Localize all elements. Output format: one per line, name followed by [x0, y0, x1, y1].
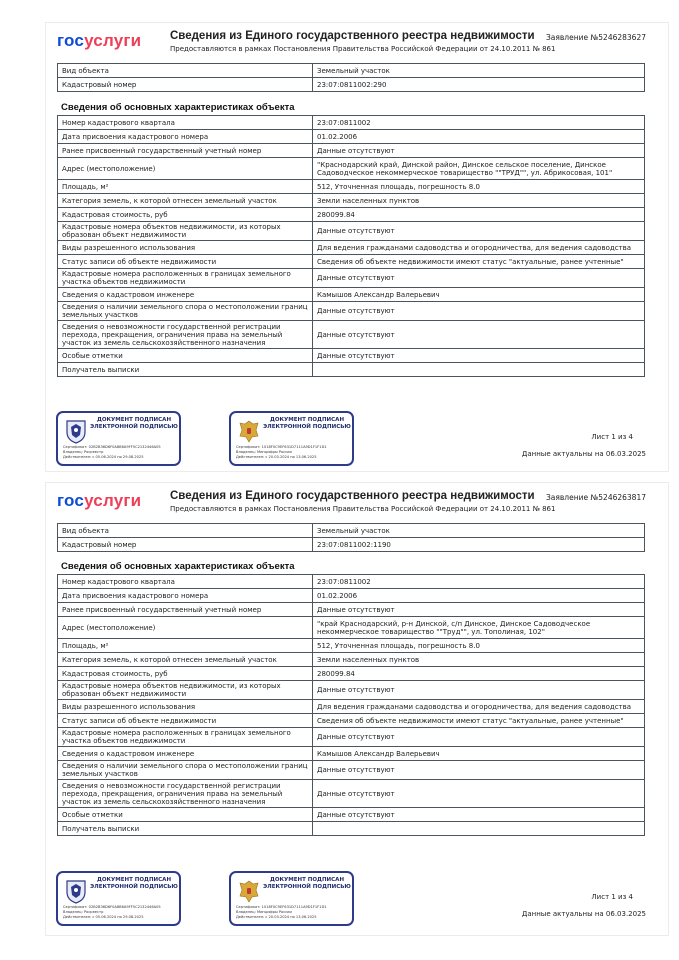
- signature-stamp-mintsifry: [229, 411, 354, 466]
- section-title: Сведения об основных характеристиках объекта: [61, 102, 295, 113]
- row-key: Категория земель, к которой отнесен земельный участок: [58, 194, 313, 208]
- stamp-owner: Владелец: Минцифры России: [236, 450, 292, 454]
- table-row: [58, 321, 645, 349]
- table-row: [58, 822, 645, 836]
- row-key: Дата присвоения кадастрового номера: [58, 589, 313, 603]
- document-title: Сведения из Единого государственного реестра недвижимости: [170, 30, 535, 42]
- row-value: [313, 363, 645, 377]
- stamp-info: [63, 445, 178, 460]
- table-row: [58, 116, 645, 130]
- characteristics-table: [57, 115, 645, 377]
- table-row: [58, 700, 645, 714]
- row-value: Данные отсутствуют: [313, 761, 645, 780]
- table-row: [58, 617, 645, 639]
- table-row: [58, 780, 645, 808]
- row-key: Кадастровые номера объектов недвижимости, из которых образован объект недвижимости: [58, 681, 313, 700]
- row-key: Ранее присвоенный государственный учетный номер: [58, 603, 313, 617]
- document-title: Сведения из Единого государственного реестра недвижимости: [170, 490, 535, 502]
- table-row: [58, 302, 645, 321]
- row-value: 280099.84: [313, 667, 645, 681]
- table-row: [58, 208, 645, 222]
- stamp-valid: Действителен: с 20.03.2024 по 13.06.2025: [236, 455, 317, 459]
- row-value: Камышов Александр Валерьевич: [313, 288, 645, 302]
- table-row: [58, 667, 645, 681]
- table-row: [58, 241, 645, 255]
- stamp-info: [236, 445, 351, 460]
- table-row: [58, 130, 645, 144]
- row-value: Земли населенных пунктов: [313, 653, 645, 667]
- application-number: Заявление №5246263817: [545, 493, 646, 502]
- table-row: [58, 363, 645, 377]
- row-key: Кадастровый номер: [58, 538, 313, 552]
- rosreestr-emblem-icon: [64, 418, 88, 444]
- row-key: Дата присвоения кадастрового номера: [58, 130, 313, 144]
- stamp-valid: Действителен: с 05.06.2024 по 29.08.2025: [63, 915, 144, 919]
- row-key: Адрес (местоположение): [58, 158, 313, 180]
- coat-of-arms-icon: [237, 878, 261, 904]
- table-row: [58, 349, 645, 363]
- coat-of-arms-icon: [237, 418, 261, 444]
- table-row: [58, 222, 645, 241]
- table-row: [58, 538, 645, 552]
- table-row: [58, 681, 645, 700]
- row-value: Земельный участок: [313, 64, 645, 78]
- table-row: [58, 255, 645, 269]
- row-value: Данные отсутствуют: [313, 349, 645, 363]
- stamp-cert: Сертификат: 1018F0C9EF631D7111A9D1F1F1D1: [236, 905, 327, 909]
- row-key: Статус записи об объекте недвижимости: [58, 255, 313, 269]
- document-subtitle: Предоставляются в рамках Постановления Правительства Российской Федерации от 24.10.2011 № 861: [170, 45, 556, 53]
- row-key: Номер кадастрового квартала: [58, 116, 313, 130]
- stamp-owner: Владелец: Росреестр: [63, 910, 104, 914]
- table-row: [58, 603, 645, 617]
- characteristics-table: [57, 574, 645, 836]
- application-number: Заявление №5246283627: [545, 33, 646, 42]
- row-value: Данные отсутствуют: [313, 144, 645, 158]
- row-key: Виды разрешенного использования: [58, 700, 313, 714]
- document-subtitle: Предоставляются в рамках Постановления Правительства Российской Федерации от 24.10.2011 № 861: [170, 505, 556, 513]
- row-key: Получатель выписки: [58, 822, 313, 836]
- table-row: [58, 639, 645, 653]
- section-title: Сведения об основных характеристиках объекта: [61, 561, 295, 572]
- row-key: Площадь, м²: [58, 639, 313, 653]
- row-value: 01.02.2006: [313, 589, 645, 603]
- object-summary-table: [57, 63, 645, 92]
- signature-stamp-mintsifry: [229, 871, 354, 926]
- table-row: [58, 288, 645, 302]
- row-value: 23:07:0811002:1190: [313, 538, 645, 552]
- row-key: Ранее присвоенный государственный учетный номер: [58, 144, 313, 158]
- row-value: Для ведения гражданами садоводства и огородничества, для ведения садоводства: [313, 241, 645, 255]
- row-value: "край Краснодарский, р-н Динской, с/п Динское, Динское Садоводческое некоммерческое товарищество ""Труд"", ул. Тополиная, 102": [313, 617, 645, 639]
- row-value: 01.02.2006: [313, 130, 645, 144]
- table-row: [58, 180, 645, 194]
- row-key: Кадастровые номера расположенных в границах земельного участка объектов недвижимости: [58, 728, 313, 747]
- gosuslugi-logo: госуслуги: [57, 491, 142, 510]
- row-key: Виды разрешенного использования: [58, 241, 313, 255]
- row-value: Камышов Александр Валерьевич: [313, 747, 645, 761]
- table-row: [58, 589, 645, 603]
- row-key: Кадастровые номера объектов недвижимости, из которых образован объект недвижимости: [58, 222, 313, 241]
- stamp-title: ДОКУМЕНТ ПОДПИСАН ЭЛЕКТРОННОЙ ПОДПИСЬЮ: [90, 877, 178, 890]
- row-key: Кадастровая стоимость, руб: [58, 667, 313, 681]
- table-row: [58, 64, 645, 78]
- row-key: Особые отметки: [58, 349, 313, 363]
- row-key: Сведения о кадастровом инженере: [58, 747, 313, 761]
- table-row: [58, 269, 645, 288]
- row-key: Адрес (местоположение): [58, 617, 313, 639]
- row-key: Номер кадастрового квартала: [58, 575, 313, 589]
- row-value: 23:07:0811002: [313, 116, 645, 130]
- table-row: [58, 524, 645, 538]
- table-row: [58, 728, 645, 747]
- table-row: [58, 575, 645, 589]
- row-key: Кадастровая стоимость, руб: [58, 208, 313, 222]
- stamp-title: ДОКУМЕНТ ПОДПИСАН ЭЛЕКТРОННОЙ ПОДПИСЬЮ: [90, 417, 178, 430]
- table-row: [58, 158, 645, 180]
- row-key: Кадастровый номер: [58, 78, 313, 92]
- stamp-owner: Владелец: Минцифры России: [236, 910, 292, 914]
- stamp-valid: Действителен: с 20.03.2024 по 13.06.2025: [236, 915, 317, 919]
- row-key: Сведения о кадастровом инженере: [58, 288, 313, 302]
- table-row: [58, 808, 645, 822]
- row-key: Категория земель, к которой отнесен земельный участок: [58, 653, 313, 667]
- row-value: Данные отсутствуют: [313, 681, 645, 700]
- row-value: Данные отсутствуют: [313, 302, 645, 321]
- row-value: Данные отсутствуют: [313, 603, 645, 617]
- table-row: [58, 194, 645, 208]
- row-value: 23:07:0811002: [313, 575, 645, 589]
- row-key: Получатель выписки: [58, 363, 313, 377]
- stamp-valid: Действителен: с 05.06.2024 по 29.08.2025: [63, 455, 144, 459]
- page-number: Лист 1 из 4: [591, 893, 633, 901]
- row-key: Площадь, м²: [58, 180, 313, 194]
- row-key: Сведения о невозможности государственной регистрации перехода, прекращения, ограничения права на земельный участок из земель сельскохозяйственного назначения: [58, 321, 313, 349]
- row-value: Сведения об объекте недвижимости имеют статус "актуальные, ранее учтенные": [313, 714, 645, 728]
- table-row: [58, 761, 645, 780]
- row-value: 512, Уточненная площадь, погрешность 8.0: [313, 639, 645, 653]
- row-value: Данные отсутствуют: [313, 808, 645, 822]
- row-key: Вид объекта: [58, 524, 313, 538]
- row-key: Вид объекта: [58, 64, 313, 78]
- signature-stamp-rosreestr: [56, 411, 181, 466]
- rosreestr-emblem-icon: [64, 878, 88, 904]
- row-key: Статус записи об объекте недвижимости: [58, 714, 313, 728]
- stamp-owner: Владелец: Росреестр: [63, 450, 104, 454]
- table-row: [58, 747, 645, 761]
- table-row: [58, 78, 645, 92]
- stamp-cert: Сертификат: 02B2B36D6F0A8B6A9FF5C2132446A05: [63, 905, 161, 909]
- row-key: Сведения о наличии земельного спора о местоположении границ земельных участков: [58, 302, 313, 321]
- row-value: Данные отсутствуют: [313, 728, 645, 747]
- object-summary-table: [57, 523, 645, 552]
- data-actual-date: Данные актуальны на 06.03.2025: [521, 910, 646, 918]
- data-actual-date: Данные актуальны на 06.03.2025: [521, 450, 646, 458]
- row-key: Сведения о наличии земельного спора о местоположении границ земельных участков: [58, 761, 313, 780]
- table-row: [58, 714, 645, 728]
- row-value: Земельный участок: [313, 524, 645, 538]
- row-value: Данные отсутствуют: [313, 269, 645, 288]
- stamp-title: ДОКУМЕНТ ПОДПИСАН ЭЛЕКТРОННОЙ ПОДПИСЬЮ: [263, 877, 351, 890]
- table-row: [58, 653, 645, 667]
- gosuslugi-logo: госуслуги: [57, 31, 142, 50]
- row-value: Сведения об объекте недвижимости имеют статус "актуальные, ранее учтенные": [313, 255, 645, 269]
- row-value: 280099.84: [313, 208, 645, 222]
- row-value: 23:07:0811002:290: [313, 78, 645, 92]
- row-key: Особые отметки: [58, 808, 313, 822]
- row-value: 512, Уточненная площадь, погрешность 8.0: [313, 180, 645, 194]
- document-page-1: [45, 22, 669, 472]
- row-value: [313, 822, 645, 836]
- row-value: Данные отсутствуют: [313, 222, 645, 241]
- stamp-info: [236, 905, 351, 920]
- row-key: Сведения о невозможности государственной регистрации перехода, прекращения, ограничения права на земельный участок из земель сельскохозяйственного назначения: [58, 780, 313, 808]
- row-value: "Краснодарский край, Динской район, Динское сельское поселение, Динское Садоводческое некоммерческое товарищество ""ТРУД"", ул. Абрикосовая, 101": [313, 158, 645, 180]
- stamp-title: ДОКУМЕНТ ПОДПИСАН ЭЛЕКТРОННОЙ ПОДПИСЬЮ: [263, 417, 351, 430]
- table-row: [58, 144, 645, 158]
- stamp-info: [63, 905, 178, 920]
- page-number: Лист 1 из 4: [591, 433, 633, 441]
- document-page-2: [45, 482, 669, 936]
- signature-stamp-rosreestr: [56, 871, 181, 926]
- row-value: Данные отсутствуют: [313, 780, 645, 808]
- stamp-cert: Сертификат: 02B2B36D6F0A8B6A9FF5C2132446A05: [63, 445, 161, 449]
- row-value: Данные отсутствуют: [313, 321, 645, 349]
- row-value: Для ведения гражданами садоводства и огородничества, для ведения садоводства: [313, 700, 645, 714]
- row-value: Земли населенных пунктов: [313, 194, 645, 208]
- row-key: Кадастровые номера расположенных в границах земельного участка объектов недвижимости: [58, 269, 313, 288]
- stamp-cert: Сертификат: 1018F0C9EF631D7111A9D1F1F1D1: [236, 445, 327, 449]
